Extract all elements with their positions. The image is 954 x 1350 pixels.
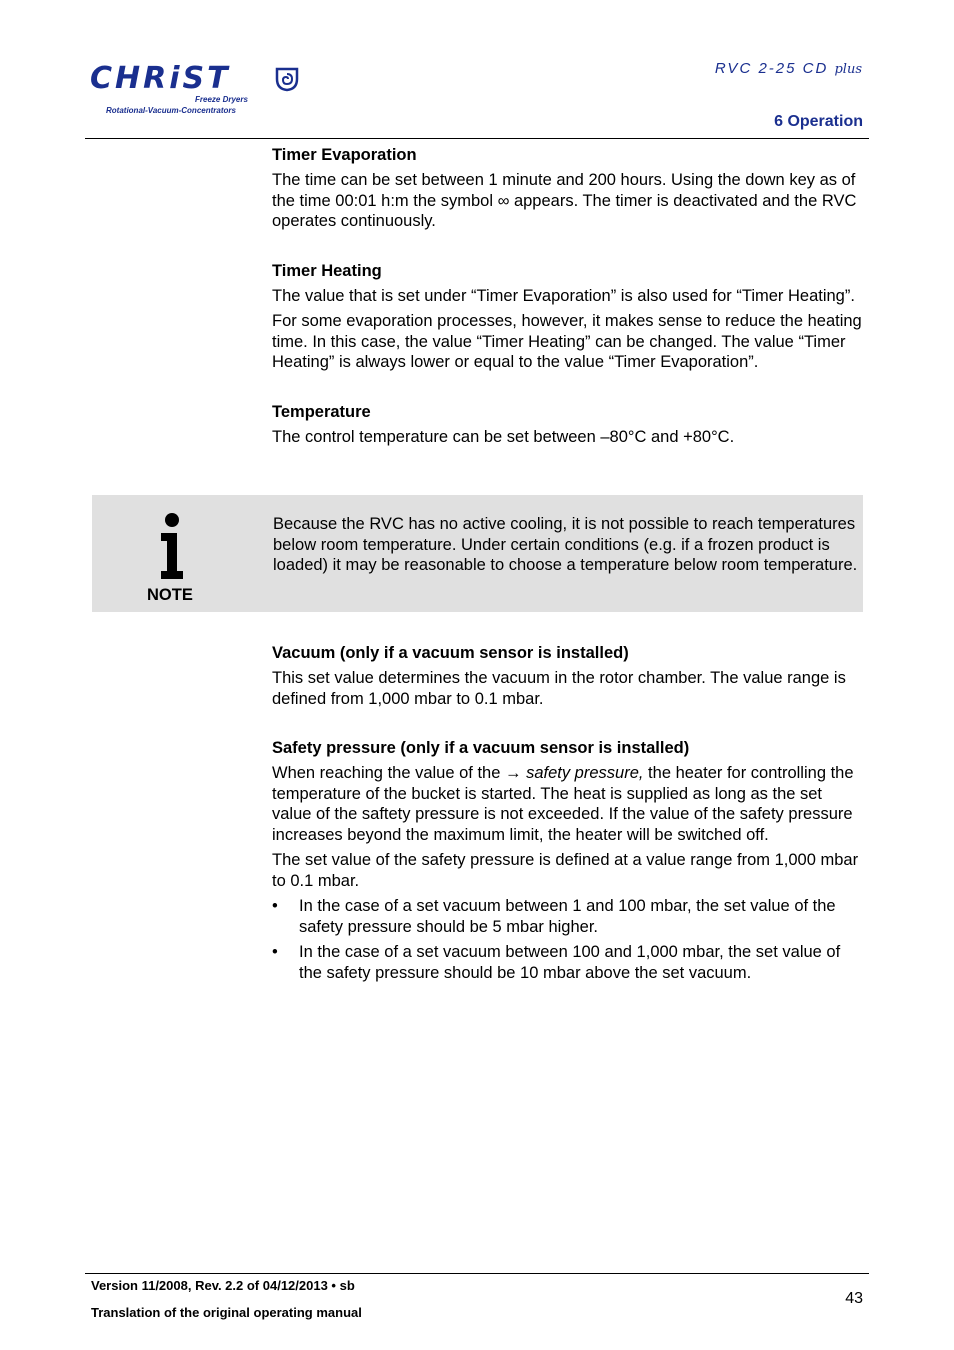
main-content (272, 145, 862, 452)
list-item (272, 896, 862, 937)
logo-tagline-freeze-dryers: Freeze Dryers (195, 95, 248, 104)
main-content-continued (272, 643, 862, 988)
info-icon (158, 513, 186, 579)
timer-evaporation-text: The time can be set between 1 minute and 200 hours. Using the down key as of the time 00:01 h:m the symbol ∞ appears. The timer is deactivated and the RVC operates continuously. (272, 171, 857, 230)
timer-heating-paragraph-1: The value that is set under “Timer Evaporation” is also used for “Timer Heating”. (272, 286, 855, 305)
christ-logo (90, 62, 310, 118)
footer-translation-note: Translation of the original operating manual (91, 1305, 362, 1320)
timer-heating-paragraph-2: For some evaporation processes, however, it makes sense to reduce the heating time. In this case, the value “Timer Heating” can be changed. The value “Timer Heating” is always lower or equal to the value “Timer Evaporation”. (272, 312, 862, 371)
note-label: NOTE (147, 586, 193, 604)
product-suffix: plus (834, 62, 862, 77)
temperature-heading: Temperature (272, 402, 371, 421)
product-name (715, 60, 862, 77)
product-model: RVC 2-25 CD (714, 60, 829, 77)
safety-pressure-term: safety pressure, (526, 764, 644, 782)
arrow-right-icon: → (504, 764, 522, 782)
bullet-icon: • (272, 897, 278, 915)
safety-pressure-paragraph-1 (272, 763, 862, 845)
sp-p1-end: the heater for controlling the temperature of the bucket is started. The heat is supplied as long as the set value of the saftety pressure is not exceeded. If the value of the safety pressure increases beyond the maximum limit, the heater will be switched off. (272, 764, 854, 844)
safety-pressure-paragraph-2: The set value of the safety pressure is defined at a value range from 1,000 mbar to 0.1 mbar. (272, 851, 859, 890)
spiral-emblem-icon (274, 66, 300, 92)
note-box (92, 495, 863, 612)
section-heading: 6 Operation (774, 113, 863, 130)
page-number: 43 (845, 1290, 863, 1307)
temperature-text: The control temperature can be set between –80°C and +80°C. (272, 427, 735, 446)
footer-divider (85, 1273, 869, 1274)
header-divider (85, 138, 869, 139)
logo-wordmark: CHRiST (90, 61, 231, 96)
footer-version: Version 11/2008, Rev. 2.2 of 04/12/2013 • sb (91, 1278, 355, 1293)
sp-p1-start: When reaching the value of the (272, 764, 505, 782)
list-item-text: In the case of a set vacuum between 1 and 100 mbar, the set value of the safety pressure should be 5 mbar higher. (299, 897, 836, 936)
vacuum-text: This set value determines the vacuum in the rotor chamber. The value range is defined from 1,000 mbar to 0.1 mbar. (272, 669, 846, 708)
safety-pressure-heading: Safety pressure (only if a vacuum sensor is installed) (272, 739, 690, 757)
bullet-icon: • (272, 943, 278, 961)
safety-pressure-list (272, 896, 862, 983)
vacuum-heading: Vacuum (only if a vacuum sensor is installed) (272, 644, 629, 662)
logo-tagline-concentrators: Rotational-Vacuum-Concentrators (106, 106, 236, 115)
list-item-text: In the case of a set vacuum between 100 and 1,000 mbar, the set value of the safety pressure should be 10 mbar above the set vacuum. (299, 943, 841, 982)
timer-heating-heading: Timer Heating (272, 261, 382, 280)
note-text: Because the RVC has no active cooling, it is not possible to reach temperatures below room temperature. Under certain conditions (e.g. if a frozen product is loaded) it may be reasonable to choose a temperature below room temperature. (273, 515, 858, 574)
timer-evaporation-heading: Timer Evaporation (272, 146, 417, 164)
list-item (272, 942, 862, 983)
